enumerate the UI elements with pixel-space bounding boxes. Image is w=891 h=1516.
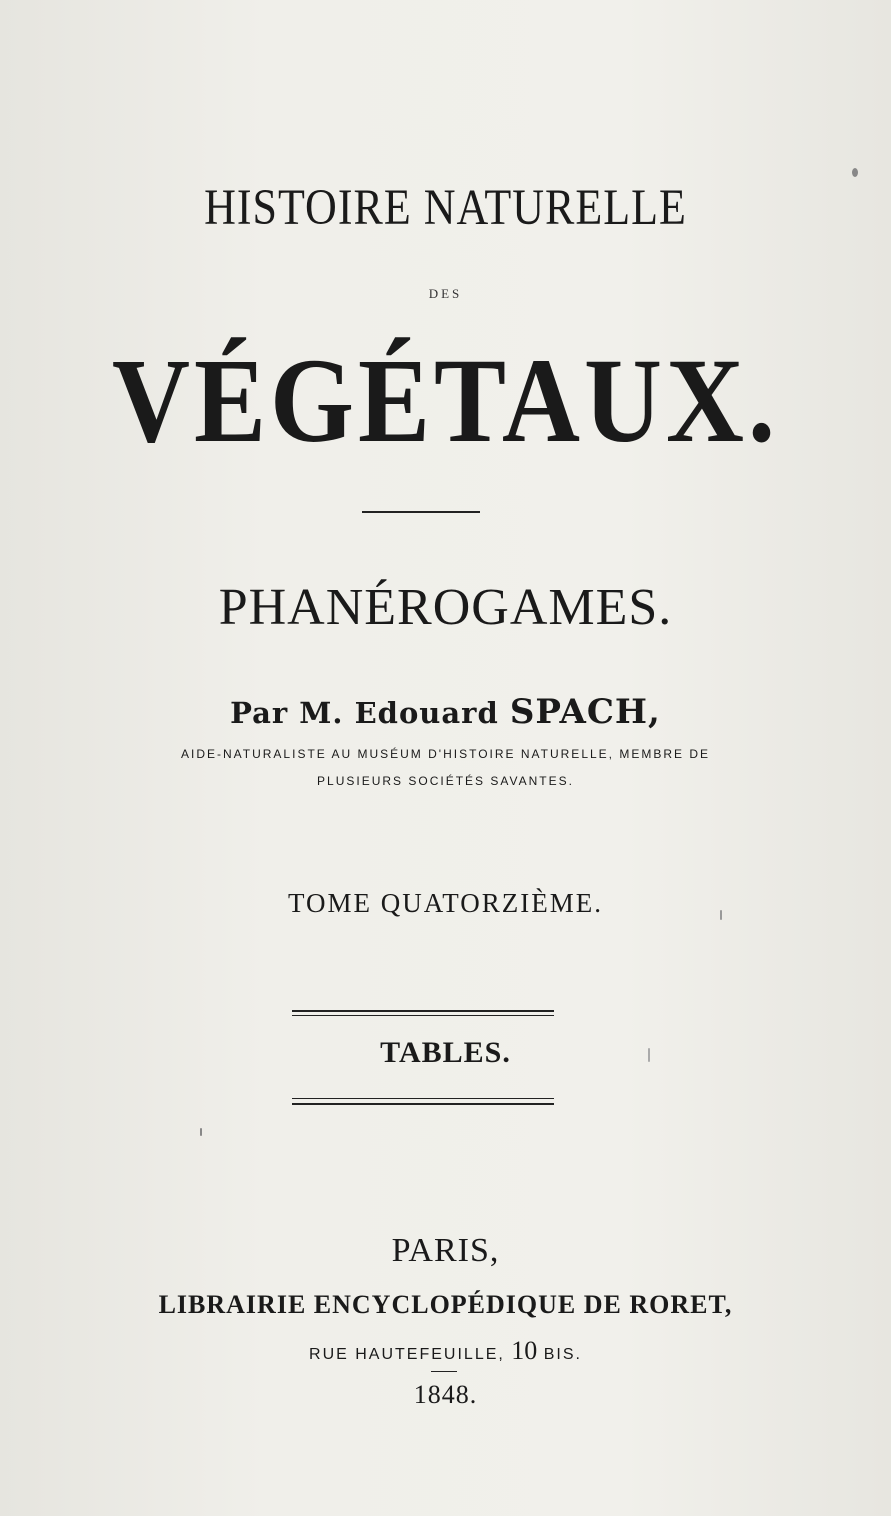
- subtitle: PHANÉROGAMES.: [218, 579, 673, 636]
- affiliation-line-2: PLUSIEURS SOCIÉTÉS SAVANTES.: [317, 774, 574, 788]
- paper-speck: [200, 1128, 202, 1136]
- publisher-name: LIBRAIRIE ENCYCLOPÉDIQUE DE RORET,: [158, 1290, 733, 1319]
- title-line-2: VÉGÉTAUX.: [111, 334, 780, 469]
- address-number: 10: [511, 1336, 538, 1365]
- divider-rule-2-lower: [292, 1015, 554, 1016]
- paper-speck: [720, 910, 722, 920]
- author-name: SPACH,: [509, 692, 661, 732]
- publication-city: PARIS,: [391, 1232, 500, 1269]
- year-dash: [431, 1371, 457, 1372]
- divider-rule-3-upper: [292, 1098, 554, 1099]
- paper-speck: [648, 1048, 650, 1062]
- divider-rule-3-lower: [292, 1103, 554, 1105]
- author-prefix: Par M. Edouard: [230, 696, 499, 730]
- volume-number: TOME QUATORZIÈME.: [288, 888, 603, 918]
- paper-speck: [852, 168, 858, 177]
- address-street: RUE HAUTEFEUILLE,: [309, 1346, 505, 1363]
- publication-year: 1848.: [413, 1380, 478, 1409]
- publisher-address: [0, 1336, 891, 1366]
- divider-rule-1: [362, 511, 480, 513]
- title-line-1: HISTOIRE NATURELLE: [204, 179, 687, 236]
- divider-rule-2-upper: [292, 1010, 554, 1012]
- author-line: [0, 692, 891, 732]
- title-connector: DES: [428, 286, 463, 301]
- affiliation-line-1: AIDE-NATURALISTE AU MUSÉUM D'HISTOIRE NATURELLE, MEMBRE DE: [180, 747, 711, 761]
- address-suffix: BIS.: [543, 1346, 582, 1363]
- section-title: TABLES.: [380, 1036, 511, 1069]
